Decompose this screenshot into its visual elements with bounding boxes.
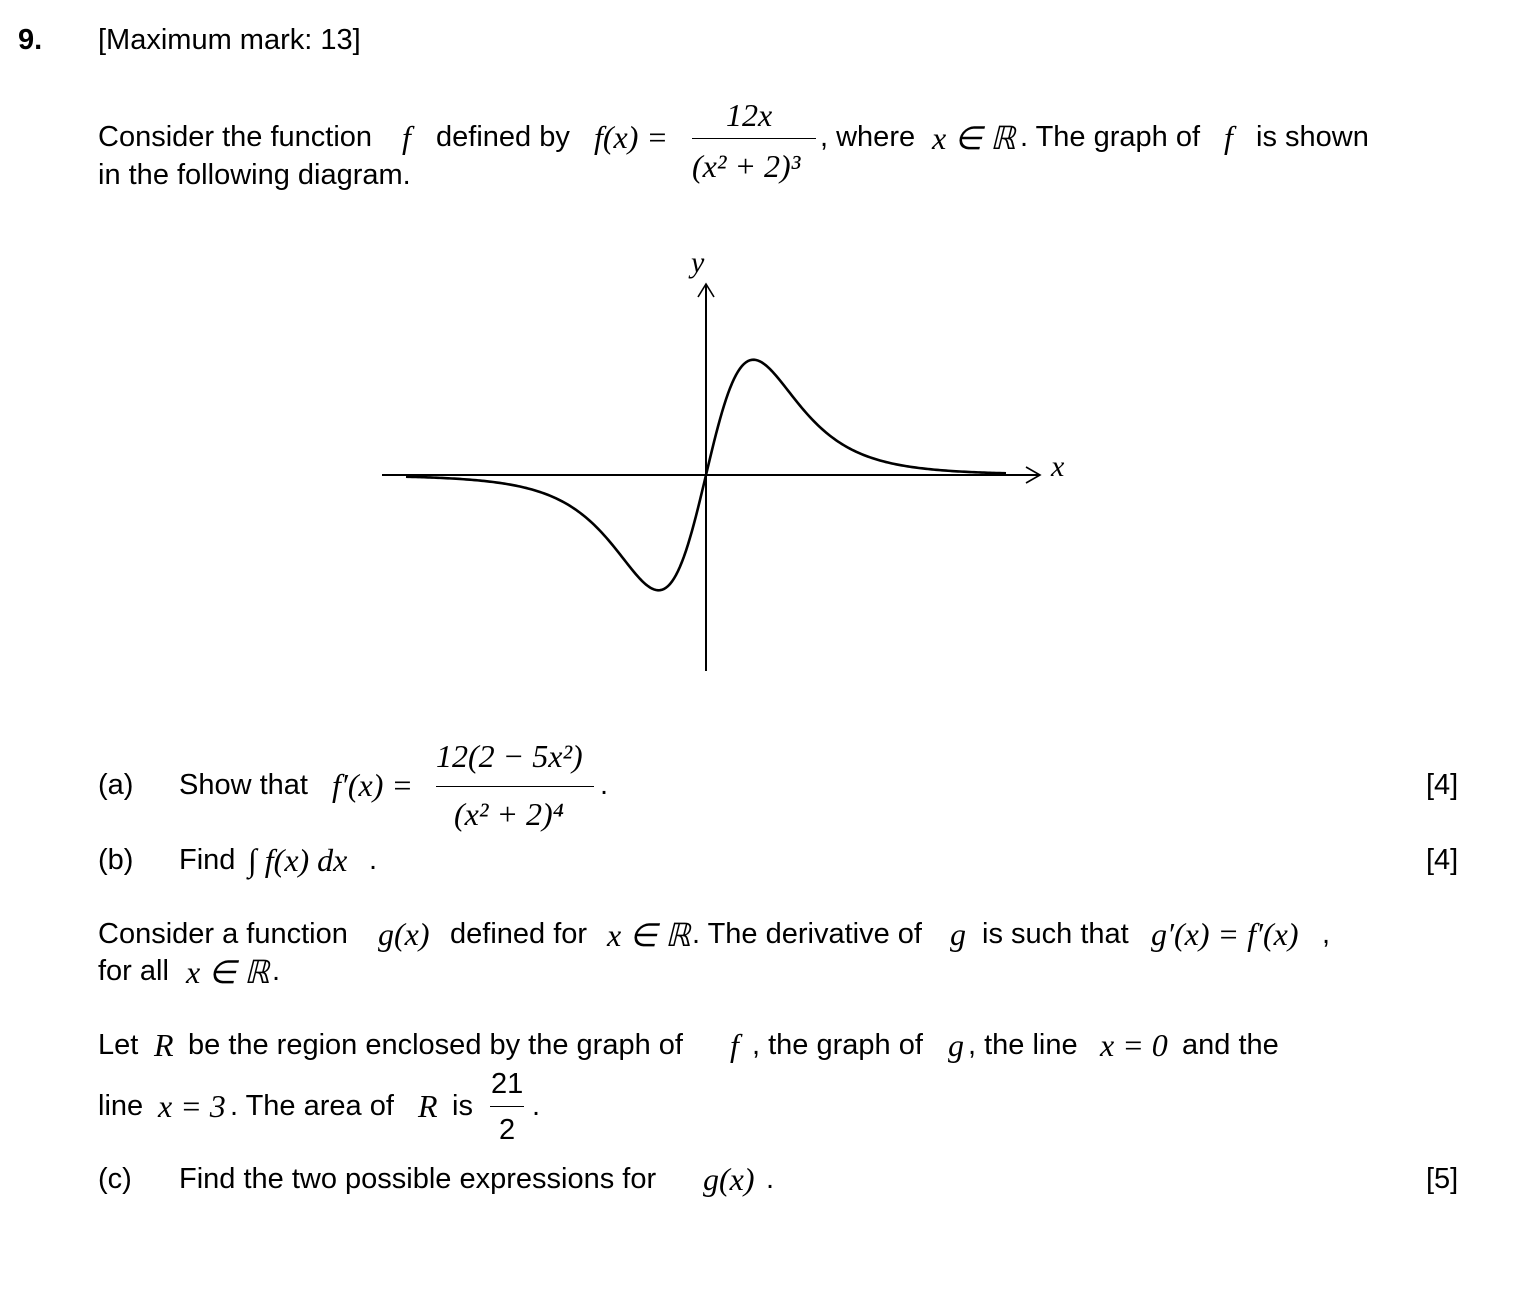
part-c-text: Find the two possible expressions for — [179, 1163, 657, 1195]
part-a-fraction-bar — [436, 786, 594, 787]
intro-text-4: . The graph of — [1020, 121, 1201, 153]
part-b-label: (b) — [98, 844, 134, 876]
g-x-in-r: x ∈ ℝ — [607, 917, 691, 953]
intro-text-2: defined by — [436, 121, 570, 153]
part-a-end: . — [600, 769, 609, 801]
r-g-symbol: g — [948, 1027, 964, 1063]
intro-f-symbol: f — [402, 119, 411, 155]
r-text-8: is — [452, 1090, 473, 1122]
intro-text-line2: in the following diagram. — [98, 159, 411, 191]
y-axis-label: y — [691, 246, 705, 279]
part-a-numerator: 12(2 − 5x²) — [436, 738, 583, 774]
r-text-2: be the region enclosed by the graph of — [188, 1029, 683, 1061]
g-text-1: Consider a function — [98, 918, 348, 950]
intro-f-of-x: f(x) = — [594, 119, 668, 155]
intro-text-5: is shown — [1256, 121, 1369, 153]
intro-denominator: (x² + 2)³ — [692, 148, 801, 184]
r-x-equals-0: x = 0 — [1100, 1027, 1168, 1063]
question-number: 9. — [18, 24, 43, 56]
part-b-text: Find — [179, 844, 236, 876]
area-numerator: 21 — [491, 1068, 524, 1100]
g-text-7: . — [272, 955, 281, 987]
g-text-2: defined for — [450, 918, 588, 950]
intro-f-symbol-2: f — [1224, 119, 1233, 155]
r-symbol-2: R — [418, 1088, 438, 1124]
part-a-lhs: f′(x) = — [332, 767, 413, 803]
r-text-1: Let — [98, 1029, 139, 1061]
part-a-denominator: (x² + 2)⁴ — [454, 796, 564, 832]
part-a-text: Show that — [179, 769, 308, 801]
intro-x-in-r: x ∈ ℝ — [932, 120, 1016, 156]
r-x-equals-3: x = 3 — [158, 1088, 226, 1124]
r-f-symbol: f — [730, 1027, 739, 1063]
g-derivative-equation: g′(x) = f′(x) — [1151, 916, 1299, 952]
r-text-3: , the graph of — [752, 1029, 923, 1061]
intro-text-3: , where — [820, 121, 916, 153]
part-c-g-of-x: g(x) — [703, 1161, 755, 1197]
g-of-x: g(x) — [378, 916, 430, 952]
part-c-label: (c) — [98, 1163, 132, 1195]
x-axis-label: x — [1051, 450, 1065, 483]
maximum-mark: [Maximum mark: 13] — [98, 24, 361, 56]
r-text-9: . — [532, 1090, 541, 1122]
area-denominator: 2 — [499, 1114, 516, 1146]
g-text-5: , — [1322, 918, 1331, 950]
r-text-5: and the — [1182, 1029, 1279, 1061]
g-text-3: . The derivative of — [692, 918, 922, 950]
r-text-4: , the line — [968, 1029, 1078, 1061]
part-b-marks: [4] — [1426, 844, 1459, 876]
part-c-end: . — [766, 1163, 775, 1195]
g-symbol: g — [950, 916, 966, 952]
part-c-marks: [5] — [1426, 1163, 1459, 1195]
part-a-label: (a) — [98, 769, 134, 801]
r-symbol: R — [154, 1027, 174, 1063]
intro-numerator: 12x — [726, 97, 773, 133]
g-text-6: for all — [98, 955, 169, 987]
part-b-integral: ∫ f(x) dx — [248, 842, 348, 878]
area-fraction-bar — [490, 1106, 524, 1107]
part-a-marks: [4] — [1426, 769, 1459, 801]
intro-text-1: Consider the function — [98, 121, 373, 153]
g-text-4: is such that — [982, 918, 1129, 950]
r-text-6: line — [98, 1090, 144, 1122]
part-b-end: . — [369, 844, 378, 876]
r-text-7: . The area of — [230, 1090, 394, 1122]
g-x-in-r-2: x ∈ ℝ — [186, 954, 270, 990]
